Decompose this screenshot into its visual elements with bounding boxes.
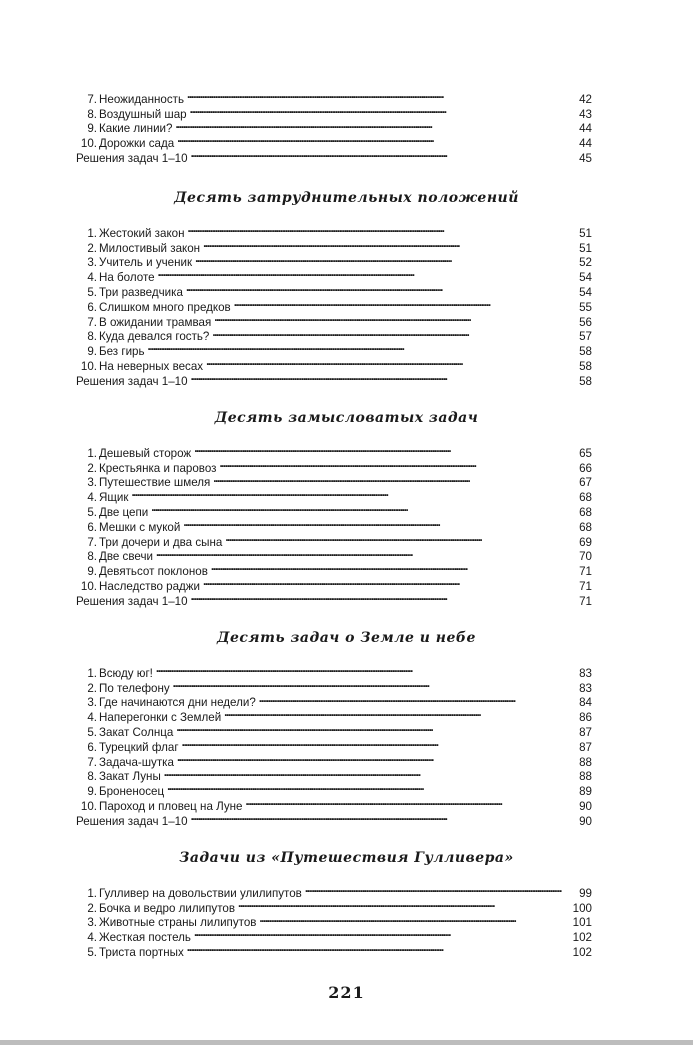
- entry-page: 44: [579, 137, 592, 151]
- entry-page: 71: [579, 565, 592, 579]
- dot-leader: [173, 677, 566, 692]
- dot-leader: [177, 132, 566, 147]
- dot-leader: [191, 810, 566, 825]
- dot-leader: [191, 590, 566, 605]
- entry-title: Решения задач 1–10: [76, 374, 188, 388]
- dot-leader: [194, 926, 566, 941]
- entry-page: 68: [579, 520, 592, 534]
- entry-title: Неожиданность: [99, 92, 184, 106]
- entry-title: Учитель и ученик: [99, 256, 193, 270]
- entry-title: Закат Луны: [99, 770, 161, 784]
- entry-title: Броненосец: [99, 785, 165, 799]
- entry-page: 87: [579, 740, 592, 754]
- entry-number: 2.: [87, 901, 97, 915]
- dot-leader: [234, 296, 566, 311]
- entry-number: 3.: [87, 916, 97, 930]
- toc-entry: [76, 340, 592, 359]
- entry-title: Какие линии?: [99, 122, 173, 136]
- entry-number: 6.: [87, 740, 97, 754]
- entry-title: Девятьсот поклонов: [99, 565, 208, 579]
- toc-entry: [76, 677, 592, 695]
- entry-title: Крестьянка и паровоз: [99, 461, 217, 475]
- entry-number: 5.: [87, 505, 97, 519]
- entry-title: Куда девался гость?: [99, 330, 210, 344]
- entry-page: 45: [579, 151, 592, 165]
- entry-page: 88: [579, 770, 592, 784]
- entry-number: 8.: [87, 107, 97, 121]
- entry-title: Пароход и пловец на Луне: [99, 799, 243, 813]
- entry-page: 58: [579, 374, 592, 388]
- entry-page: 51: [579, 241, 592, 255]
- section-title: Десять затруднительных положений: [174, 190, 519, 206]
- dot-leader: [151, 501, 566, 516]
- entry-title: Животные страны лилипутов: [99, 916, 257, 930]
- entry-number: 4.: [87, 711, 97, 725]
- dot-leader: [305, 882, 566, 897]
- dot-leader: [246, 795, 566, 810]
- entry-number: 9.: [87, 122, 97, 136]
- dot-leader: [176, 721, 566, 736]
- dot-leader: [131, 486, 566, 501]
- dot-leader: [203, 575, 566, 590]
- entry-page: 71: [579, 579, 592, 593]
- entry-page: 99: [579, 886, 592, 900]
- entry-page: 89: [579, 785, 592, 799]
- page-bottom-edge: [0, 1040, 693, 1045]
- entry-title: Решения задач 1–10: [76, 151, 188, 165]
- entry-number: 10.: [80, 137, 97, 151]
- dot-leader: [188, 222, 567, 237]
- toc-entry: [76, 442, 592, 460]
- entry-page: 70: [579, 550, 592, 564]
- entry-title: Триста портных: [99, 945, 184, 959]
- entry-page: 84: [579, 696, 592, 710]
- dot-leader: [167, 780, 566, 795]
- dot-leader: [182, 736, 566, 751]
- entry-page: 90: [579, 799, 592, 813]
- entry-page: 68: [579, 505, 592, 519]
- dot-leader: [259, 912, 566, 927]
- entry-number: 7.: [87, 315, 97, 329]
- entry-number: 7.: [87, 535, 97, 549]
- entry-title: Турецкий флаг: [99, 740, 179, 754]
- entry-page: 87: [579, 725, 592, 739]
- entry-title: Решения задач 1–10: [76, 594, 188, 608]
- entry-page: 66: [579, 461, 592, 475]
- dot-leader: [238, 897, 566, 912]
- toc-list: [76, 662, 592, 828]
- dot-leader: [177, 751, 566, 766]
- entry-page: 58: [579, 345, 592, 359]
- entry-title: Где начинаются дни недели?: [99, 696, 256, 710]
- section-title: Десять замысловатых задач: [214, 410, 479, 426]
- toc-list: [76, 88, 592, 165]
- dot-leader: [212, 326, 566, 341]
- entry-page: 52: [579, 256, 592, 270]
- entry-title: По телефону: [99, 681, 170, 695]
- entry-number: 3.: [87, 696, 97, 710]
- dot-leader: [213, 472, 566, 487]
- entry-number: 5.: [87, 725, 97, 739]
- entry-number: 9.: [87, 345, 97, 359]
- entry-title: Слишком много предков: [99, 300, 231, 314]
- entry-number: 1.: [87, 666, 97, 680]
- toc-entry: [76, 355, 592, 373]
- dot-leader: [158, 266, 566, 281]
- section-title: Задачи из «Путешествия Гулливера»: [179, 850, 514, 866]
- dot-leader: [164, 766, 566, 781]
- entry-number: 10.: [80, 799, 97, 813]
- dot-leader: [191, 370, 566, 385]
- entry-number: 3.: [87, 256, 97, 270]
- entry-title: Жестокий закон: [99, 226, 185, 240]
- entry-page: 83: [579, 681, 592, 695]
- entry-number: 4.: [87, 491, 97, 505]
- entry-page: 102: [572, 945, 592, 959]
- toc-list: [76, 442, 592, 608]
- entry-page: 67: [579, 476, 592, 490]
- entry-title: Дорожки сада: [99, 137, 175, 151]
- dot-leader: [194, 442, 566, 457]
- dot-leader: [219, 457, 566, 472]
- entry-page: 56: [579, 315, 592, 329]
- toc-entry: [76, 662, 592, 680]
- entry-number: 8.: [87, 770, 97, 784]
- entry-number: 2.: [87, 681, 97, 695]
- entry-title: Дешевый сторож: [99, 446, 192, 460]
- dot-leader: [175, 118, 566, 133]
- entry-number: 6.: [87, 520, 97, 534]
- dot-leader: [187, 88, 566, 103]
- toc-entry: [76, 222, 592, 240]
- entry-number: 4.: [87, 271, 97, 285]
- entry-page: 88: [579, 755, 592, 769]
- entry-title: Закат Солнца: [99, 725, 174, 739]
- entry-title: Жесткая постель: [99, 931, 191, 945]
- entry-number: 10.: [80, 359, 97, 373]
- entry-number: 8.: [87, 330, 97, 344]
- page-number: 221: [328, 983, 365, 1002]
- entry-title: Милостивый закон: [99, 241, 201, 255]
- entry-title: Ящик: [99, 491, 129, 505]
- dot-leader: [191, 147, 566, 162]
- entry-title: Решения задач 1–10: [76, 814, 188, 828]
- toc-entry: [76, 88, 592, 106]
- toc-entry: [76, 501, 592, 519]
- entry-page: 68: [579, 491, 592, 505]
- entry-number: 5.: [87, 285, 97, 299]
- entry-page: 83: [579, 666, 592, 680]
- entry-title: На неверных весах: [99, 359, 204, 373]
- dot-leader: [156, 546, 566, 561]
- entry-title: Всюду юг!: [99, 666, 153, 680]
- entry-page: 86: [579, 711, 592, 725]
- entry-page: 43: [579, 107, 592, 121]
- dot-leader: [206, 355, 566, 370]
- dot-leader: [187, 941, 566, 956]
- dot-leader: [190, 103, 566, 118]
- entry-title: Три дочери и два сына: [99, 535, 223, 549]
- entry-number: 3.: [87, 476, 97, 490]
- toc-entry: [76, 560, 592, 579]
- entry-page: 51: [579, 226, 592, 240]
- entry-title: Бочка и ведро лилипутов: [99, 901, 235, 915]
- dot-leader: [211, 560, 566, 575]
- entry-number: 9.: [87, 565, 97, 579]
- toc-entry: [76, 516, 592, 534]
- dot-leader: [259, 692, 566, 707]
- dot-leader: [156, 662, 566, 677]
- entry-number: 6.: [87, 300, 97, 314]
- entry-number: 7.: [87, 755, 97, 769]
- entry-title: Путешествие шмеля: [99, 476, 211, 490]
- entry-title: Две цепи: [99, 505, 149, 519]
- entry-page: 58: [579, 359, 592, 373]
- entry-page: 71: [579, 594, 592, 608]
- entry-title: Три разведчика: [99, 285, 183, 299]
- entry-page: 57: [579, 330, 592, 344]
- entry-title: Без гирь: [99, 345, 145, 359]
- entry-page: 44: [579, 122, 592, 136]
- entry-number: 2.: [87, 241, 97, 255]
- entry-number: 8.: [87, 550, 97, 564]
- entry-number: 4.: [87, 931, 97, 945]
- entry-number: 5.: [87, 945, 97, 959]
- entry-title: Задача-шутка: [99, 755, 174, 769]
- entry-page: 90: [579, 814, 592, 828]
- entry-page: 101: [572, 916, 592, 930]
- entry-title: На болоте: [99, 271, 155, 285]
- entry-number: 7.: [87, 92, 97, 106]
- entry-number: 9.: [87, 785, 97, 799]
- entry-title: Две свечи: [99, 550, 153, 564]
- entry-title: Наперегонки с Землей: [99, 711, 222, 725]
- entry-title: Наследство раджи: [99, 579, 201, 593]
- entry-number: 2.: [87, 461, 97, 475]
- entry-title: Гулливер на довольствии улилипутов: [99, 886, 302, 900]
- entry-page: 54: [579, 271, 592, 285]
- entry-page: 65: [579, 446, 592, 460]
- toc-entry: [76, 486, 592, 505]
- entry-number: 1.: [87, 446, 97, 460]
- entry-title: Мешки с мукой: [99, 520, 181, 534]
- entry-number: 1.: [87, 226, 97, 240]
- dot-leader: [183, 516, 566, 531]
- entry-page: 54: [579, 285, 592, 299]
- dot-leader: [214, 311, 566, 326]
- entry-page: 42: [579, 92, 592, 106]
- dot-leader: [225, 531, 566, 546]
- dot-leader: [186, 281, 566, 296]
- toc-list: [76, 222, 592, 388]
- dot-leader: [148, 340, 566, 355]
- entry-page: 100: [572, 901, 592, 915]
- entry-title: Воздушный шар: [99, 107, 187, 121]
- entry-number: 1.: [87, 886, 97, 900]
- entry-page: 102: [572, 931, 592, 945]
- entry-number: 10.: [80, 579, 97, 593]
- dot-leader: [224, 706, 566, 721]
- toc-entry: [76, 882, 592, 900]
- section-title: Десять задач о Земле и небе: [217, 630, 476, 646]
- entry-page: 69: [579, 535, 592, 549]
- dot-leader: [203, 237, 566, 252]
- toc-list: [76, 882, 592, 959]
- entry-title: В ожидании трамвая: [99, 315, 212, 329]
- dot-leader: [195, 252, 566, 267]
- entry-page: 55: [579, 300, 592, 314]
